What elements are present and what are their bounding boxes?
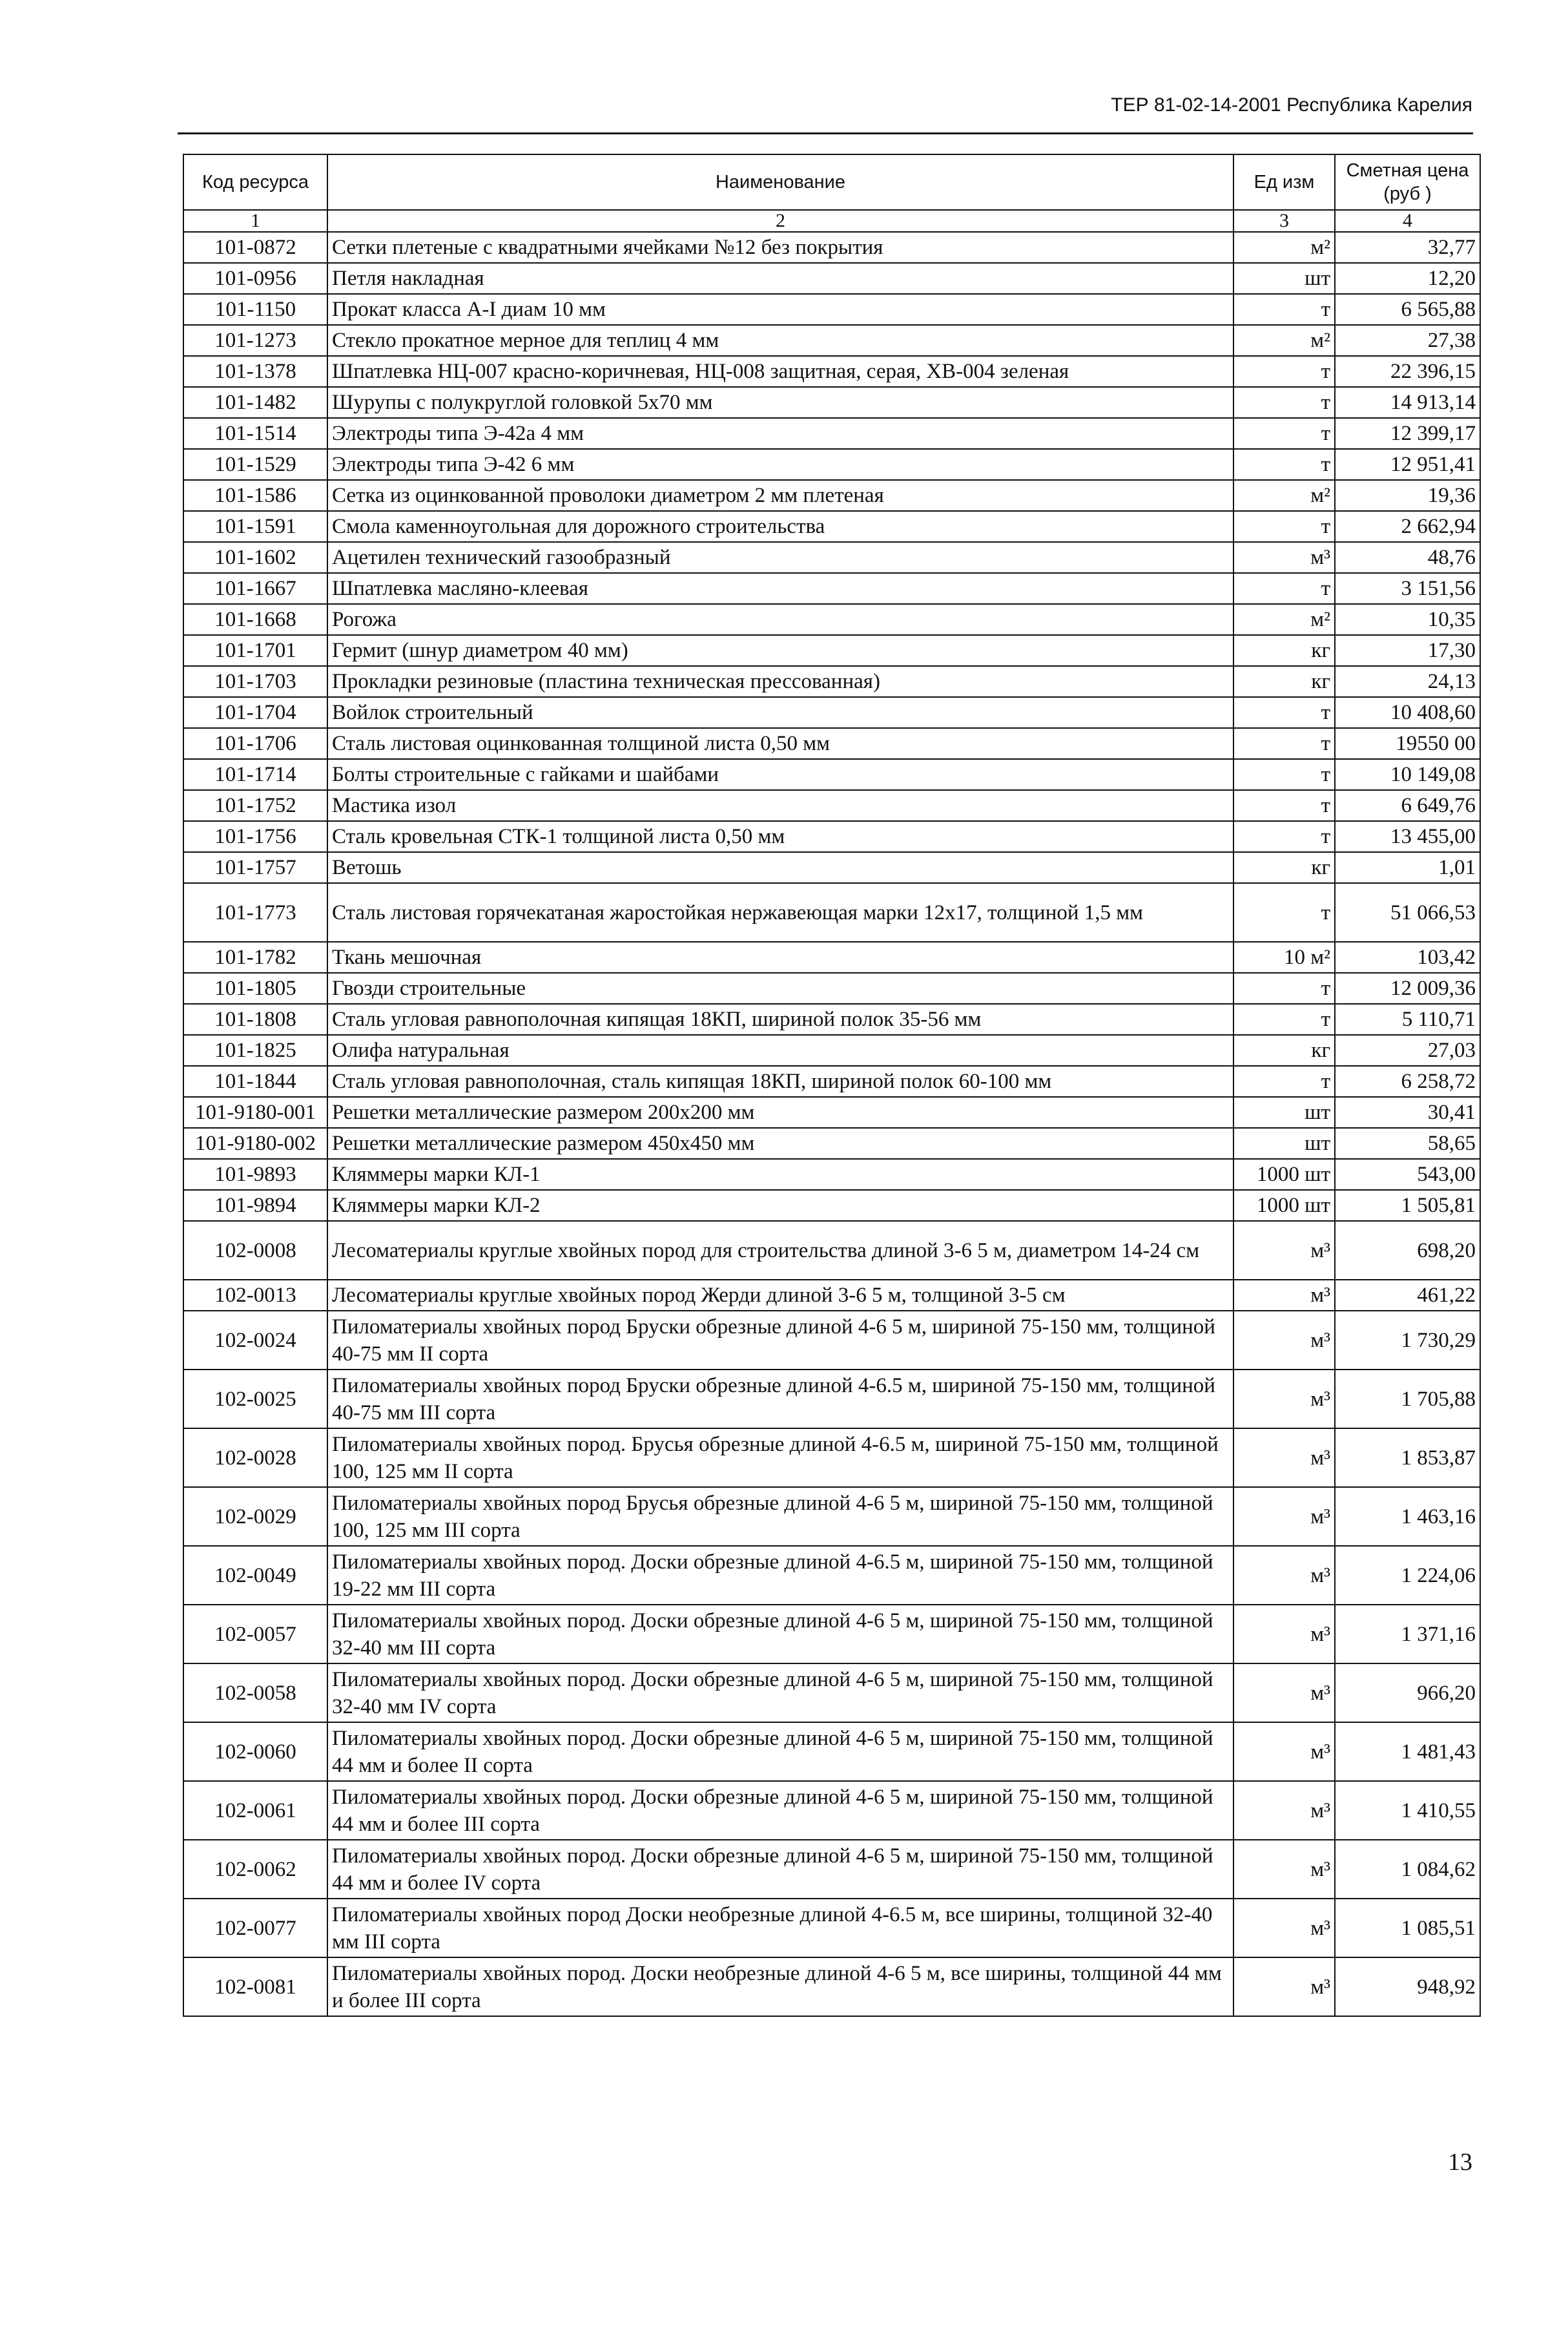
table-header-row <box>183 154 1480 210</box>
price-cell: 1 084,62 <box>1335 1840 1480 1899</box>
resource-name-cell: Болты строительные с гайками и шайбами <box>327 759 1233 790</box>
unit-cell: т <box>1233 883 1335 942</box>
unit-cell: м³ <box>1233 1311 1335 1370</box>
resource-name-cell: Пиломатериалы хвойных пород Доски необрезные длиной 4-6.5 м, все ширины, толщиной 32-40 мм III сорта <box>327 1899 1233 1957</box>
price-cell: 1,01 <box>1335 852 1480 883</box>
resource-code-cell: 101-1591 <box>183 511 327 542</box>
unit-cell: т <box>1233 821 1335 852</box>
table-row <box>183 1370 1480 1428</box>
table-row <box>183 1899 1480 1957</box>
table-row <box>183 1663 1480 1722</box>
price-cell: 1 224,06 <box>1335 1546 1480 1605</box>
resource-name-cell: Гермит (шнур диаметром 40 мм) <box>327 635 1233 666</box>
unit-cell: шт <box>1233 1097 1335 1128</box>
price-cell: 22 396,15 <box>1335 356 1480 387</box>
resource-code-cell: 102-0029 <box>183 1487 327 1546</box>
price-cell: 19,36 <box>1335 480 1480 511</box>
resource-code-cell: 102-0024 <box>183 1311 327 1370</box>
price-cell: 103,42 <box>1335 942 1480 973</box>
price-cell: 6 565,88 <box>1335 294 1480 325</box>
resource-code-cell: 101-1704 <box>183 697 327 728</box>
resource-name-cell: Ткань мешочная <box>327 942 1233 973</box>
price-cell: 948,92 <box>1335 1957 1480 2016</box>
document-header-title: ТЕР 81-02-14-2001 Республика Карелия <box>1111 94 1472 116</box>
resource-code-cell: 101-1529 <box>183 449 327 480</box>
price-cell: 1 705,88 <box>1335 1370 1480 1428</box>
resource-code-cell: 101-1752 <box>183 790 327 821</box>
price-cell: 17,30 <box>1335 635 1480 666</box>
table-row <box>183 1428 1480 1487</box>
unit-cell: м³ <box>1233 1221 1335 1280</box>
price-cell: 58,65 <box>1335 1128 1480 1159</box>
unit-cell: м³ <box>1233 1546 1335 1605</box>
resource-code-cell: 101-1782 <box>183 942 327 973</box>
unit-cell: м³ <box>1233 1605 1335 1663</box>
table-row <box>183 852 1480 883</box>
unit-cell: т <box>1233 973 1335 1004</box>
resource-name-cell: Решетки металлические размером 450x450 мм <box>327 1128 1233 1159</box>
table-row <box>183 1004 1480 1035</box>
table-row <box>183 232 1480 263</box>
table-row <box>183 1840 1480 1899</box>
price-cell: 19550 00 <box>1335 728 1480 759</box>
table-row <box>183 1487 1480 1546</box>
unit-cell: т <box>1233 759 1335 790</box>
table-row <box>183 790 1480 821</box>
unit-cell: м³ <box>1233 1428 1335 1487</box>
resource-name-cell: Шпатлевка НЦ-007 красно-коричневая, НЦ-008 защитная, серая, ХВ-004 зеленая <box>327 356 1233 387</box>
unit-cell: кг <box>1233 666 1335 697</box>
table-row <box>183 263 1480 294</box>
price-cell: 1 410,55 <box>1335 1781 1480 1840</box>
header-rule <box>178 132 1473 134</box>
unit-cell: шт <box>1233 263 1335 294</box>
resource-name-cell: Гвозди строительные <box>327 973 1233 1004</box>
resource-name-cell: Электроды типа Э-42 6 мм <box>327 449 1233 480</box>
column-header-name: Наименование <box>327 154 1233 210</box>
unit-cell: шт <box>1233 1128 1335 1159</box>
resource-name-cell: Пиломатериалы хвойных пород. Брусья обрезные длиной 4-6.5 м, шириной 75-150 мм, толщиной 100, 125 мм II сорта <box>327 1428 1233 1487</box>
table-row <box>183 1035 1480 1066</box>
table-row <box>183 1128 1480 1159</box>
unit-cell: м² <box>1233 232 1335 263</box>
table-row <box>183 821 1480 852</box>
unit-cell: м³ <box>1233 1280 1335 1311</box>
table-row <box>183 573 1480 604</box>
price-cell: 543,00 <box>1335 1159 1480 1190</box>
price-cell: 13 455,00 <box>1335 821 1480 852</box>
unit-cell: м³ <box>1233 1957 1335 2016</box>
resource-name-cell: Прокладки резиновые (пластина техническая прессованная) <box>327 666 1233 697</box>
resource-code-cell: 102-0058 <box>183 1663 327 1722</box>
table-body <box>183 232 1480 2016</box>
resource-code-cell: 102-0025 <box>183 1370 327 1428</box>
resource-name-cell: Пиломатериалы хвойных пород. Доски обрезные длиной 4-6 5 м, шириной 75-150 мм, толщиной 32-40 мм IV сорта <box>327 1663 1233 1722</box>
table-row <box>183 511 1480 542</box>
unit-cell: т <box>1233 387 1335 418</box>
resource-name-cell: Ацетилен технический газообразный <box>327 542 1233 573</box>
unit-cell: т <box>1233 790 1335 821</box>
resource-code-cell: 102-0028 <box>183 1428 327 1487</box>
resource-price-table <box>183 154 1481 2017</box>
unit-cell: 10 м² <box>1233 942 1335 973</box>
unit-cell: кг <box>1233 852 1335 883</box>
unit-cell: т <box>1233 418 1335 449</box>
resource-name-cell: Шурупы с полукруглой головкой 5x70 мм <box>327 387 1233 418</box>
unit-cell: т <box>1233 356 1335 387</box>
resource-name-cell: Кляммеры марки КЛ-1 <box>327 1159 1233 1190</box>
resource-code-cell: 101-1773 <box>183 883 327 942</box>
table-row <box>183 1605 1480 1663</box>
resource-code-cell: 102-0049 <box>183 1546 327 1605</box>
resource-code-cell: 102-0008 <box>183 1221 327 1280</box>
table-row <box>183 883 1480 942</box>
resource-code-cell: 101-1844 <box>183 1066 327 1097</box>
unit-cell: т <box>1233 449 1335 480</box>
resource-name-cell: Пиломатериалы хвойных пород. Доски обрезные длиной 4-6 5 м, шириной 75-150 мм, толщиной 44 мм и более III сорта <box>327 1781 1233 1840</box>
table-row <box>183 1066 1480 1097</box>
resource-code-cell: 102-0081 <box>183 1957 327 2016</box>
resource-name-cell: Пиломатериалы хвойных пород. Доски обрезные длиной 4-6 5 м, шириной 75-150 мм, толщиной 44 мм и более IV сорта <box>327 1840 1233 1899</box>
price-cell: 30,41 <box>1335 1097 1480 1128</box>
unit-cell: м² <box>1233 480 1335 511</box>
unit-cell: м³ <box>1233 1487 1335 1546</box>
table-row <box>183 1311 1480 1370</box>
price-cell: 1 505,81 <box>1335 1190 1480 1221</box>
table-row <box>183 604 1480 635</box>
resource-code-cell: 101-1825 <box>183 1035 327 1066</box>
column-number: 1 <box>183 210 327 232</box>
unit-cell: м³ <box>1233 1781 1335 1840</box>
resource-name-cell: Пиломатериалы хвойных пород Бруски обрезные длиной 4-6.5 м, шириной 75-150 мм, толщиной 40-75 мм III сорта <box>327 1370 1233 1428</box>
unit-cell: кг <box>1233 635 1335 666</box>
table-row <box>183 1722 1480 1781</box>
resource-name-cell: Сталь листовая оцинкованная толщиной листа 0,50 мм <box>327 728 1233 759</box>
table-row <box>183 1546 1480 1605</box>
unit-cell: м³ <box>1233 1899 1335 1957</box>
resource-name-cell: Сетка из оцинкованной проволоки диаметром 2 мм плетеная <box>327 480 1233 511</box>
resource-code-cell: 102-0061 <box>183 1781 327 1840</box>
resource-code-cell: 101-1482 <box>183 387 327 418</box>
table-row <box>183 1221 1480 1280</box>
resource-name-cell: Петля накладная <box>327 263 1233 294</box>
unit-cell: м³ <box>1233 542 1335 573</box>
resource-code-cell: 101-1378 <box>183 356 327 387</box>
price-cell: 1 085,51 <box>1335 1899 1480 1957</box>
table-row <box>183 418 1480 449</box>
resource-name-cell: Прокат класса А-I диам 10 мм <box>327 294 1233 325</box>
resource-code-cell: 101-1703 <box>183 666 327 697</box>
resource-code-cell: 101-1756 <box>183 821 327 852</box>
price-cell: 51 066,53 <box>1335 883 1480 942</box>
price-cell: 14 913,14 <box>1335 387 1480 418</box>
resource-name-cell: Лесоматериалы круглые хвойных пород Жерди длиной 3-6 5 м, толщиной 3-5 см <box>327 1280 1233 1311</box>
resource-name-cell: Олифа натуральная <box>327 1035 1233 1066</box>
table-row <box>183 759 1480 790</box>
resource-name-cell: Пиломатериалы хвойных пород. Доски обрезные длиной 4-6 5 м, шириной 75-150 мм, толщиной 44 мм и более II сорта <box>327 1722 1233 1781</box>
resource-code-cell: 101-1586 <box>183 480 327 511</box>
table-row <box>183 449 1480 480</box>
price-cell: 6 649,76 <box>1335 790 1480 821</box>
resource-code-cell: 102-0057 <box>183 1605 327 1663</box>
resource-name-cell: Сталь кровельная СТК-1 толщиной листа 0,50 мм <box>327 821 1233 852</box>
resource-code-cell: 101-9893 <box>183 1159 327 1190</box>
resource-code-cell: 101-1514 <box>183 418 327 449</box>
table-row <box>183 1097 1480 1128</box>
table-row <box>183 1280 1480 1311</box>
resource-name-cell: Решетки металлические размером 200x200 мм <box>327 1097 1233 1128</box>
price-cell: 3 151,56 <box>1335 573 1480 604</box>
resource-code-cell: 101-9180-002 <box>183 1128 327 1159</box>
table-row <box>183 942 1480 973</box>
unit-cell: 1000 шт <box>1233 1190 1335 1221</box>
resource-name-cell: Рогожа <box>327 604 1233 635</box>
column-header-code: Код ресурса <box>183 154 327 210</box>
table-row <box>183 542 1480 573</box>
resource-code-cell: 101-1150 <box>183 294 327 325</box>
table-row <box>183 1159 1480 1190</box>
resource-code-cell: 101-1757 <box>183 852 327 883</box>
resource-code-cell: 101-1706 <box>183 728 327 759</box>
price-cell: 5 110,71 <box>1335 1004 1480 1035</box>
table-row <box>183 1957 1480 2016</box>
table-row <box>183 728 1480 759</box>
price-cell: 27,03 <box>1335 1035 1480 1066</box>
unit-cell: 1000 шт <box>1233 1159 1335 1190</box>
resource-code-cell: 101-1701 <box>183 635 327 666</box>
column-header-unit: Ед изм <box>1233 154 1335 210</box>
unit-cell: т <box>1233 697 1335 728</box>
unit-cell: т <box>1233 728 1335 759</box>
resource-name-cell: Кляммеры марки КЛ-2 <box>327 1190 1233 1221</box>
unit-cell: м³ <box>1233 1722 1335 1781</box>
resource-name-cell: Шпатлевка масляно-клеевая <box>327 573 1233 604</box>
unit-cell: м³ <box>1233 1840 1335 1899</box>
table-row <box>183 480 1480 511</box>
price-cell: 2 662,94 <box>1335 511 1480 542</box>
table-row <box>183 325 1480 356</box>
table-row <box>183 1190 1480 1221</box>
unit-cell: т <box>1233 1004 1335 1035</box>
resource-name-cell: Стекло прокатное мерное для теплиц 4 мм <box>327 325 1233 356</box>
price-cell: 10,35 <box>1335 604 1480 635</box>
price-cell: 1 730,29 <box>1335 1311 1480 1370</box>
resource-code-cell: 101-9894 <box>183 1190 327 1221</box>
price-cell: 698,20 <box>1335 1221 1480 1280</box>
resource-code-cell: 102-0077 <box>183 1899 327 1957</box>
unit-cell: т <box>1233 511 1335 542</box>
column-number: 4 <box>1335 210 1480 232</box>
price-cell: 10 408,60 <box>1335 697 1480 728</box>
resource-name-cell: Смола каменноугольная для дорожного строительства <box>327 511 1233 542</box>
resource-code-cell: 102-0060 <box>183 1722 327 1781</box>
resource-name-cell: Пиломатериалы хвойных пород Бруски обрезные длиной 4-6 5 м, шириной 75-150 мм, толщиной 40-75 мм II сорта <box>327 1311 1233 1370</box>
resource-code-cell: 102-0062 <box>183 1840 327 1899</box>
resource-code-cell: 102-0013 <box>183 1280 327 1311</box>
resource-name-cell: Сталь листовая горячекатаная жаростойкая нержавеющая марки 12x17, толщиной 1,5 мм <box>327 883 1233 942</box>
unit-cell: т <box>1233 573 1335 604</box>
resource-name-cell: Пиломатериалы хвойных пород. Доски необрезные длиной 4-6 5 м, все ширины, толщиной 44 мм и более III сорта <box>327 1957 1233 2016</box>
resource-code-cell: 101-1667 <box>183 573 327 604</box>
price-cell: 1 463,16 <box>1335 1487 1480 1546</box>
price-cell: 24,13 <box>1335 666 1480 697</box>
unit-cell: т <box>1233 1066 1335 1097</box>
resource-name-cell: Электроды типа Э-42а 4 мм <box>327 418 1233 449</box>
price-cell: 48,76 <box>1335 542 1480 573</box>
resource-name-cell: Войлок строительный <box>327 697 1233 728</box>
unit-cell: т <box>1233 294 1335 325</box>
price-cell: 27,38 <box>1335 325 1480 356</box>
unit-cell: кг <box>1233 1035 1335 1066</box>
column-number-row <box>183 210 1480 232</box>
column-number: 3 <box>1233 210 1335 232</box>
unit-cell: м² <box>1233 604 1335 635</box>
resource-name-cell: Пиломатериалы хвойных пород. Доски обрезные длиной 4-6.5 м, шириной 75-150 мм, толщиной 19-22 мм III сорта <box>327 1546 1233 1605</box>
resource-name-cell: Пиломатериалы хвойных пород Брусья обрезные длиной 4-6 5 м, шириной 75-150 мм, толщиной 100, 125 мм III сорта <box>327 1487 1233 1546</box>
unit-cell: м³ <box>1233 1663 1335 1722</box>
column-header-price: Сметная цена (руб ) <box>1335 154 1480 210</box>
resource-code-cell: 101-9180-001 <box>183 1097 327 1128</box>
price-cell: 461,22 <box>1335 1280 1480 1311</box>
table-row <box>183 635 1480 666</box>
resource-name-cell: Лесоматериалы круглые хвойных пород для строительства длиной 3-6 5 м, диаметром 14-24 см <box>327 1221 1233 1280</box>
resource-code-cell: 101-1602 <box>183 542 327 573</box>
price-cell: 12 399,17 <box>1335 418 1480 449</box>
resource-code-cell: 101-1714 <box>183 759 327 790</box>
table-row <box>183 697 1480 728</box>
resource-code-cell: 101-0872 <box>183 232 327 263</box>
price-cell: 6 258,72 <box>1335 1066 1480 1097</box>
price-cell: 32,77 <box>1335 232 1480 263</box>
price-cell: 10 149,08 <box>1335 759 1480 790</box>
resource-name-cell: Пиломатериалы хвойных пород. Доски обрезные длиной 4-6 5 м, шириной 75-150 мм, толщиной 32-40 мм III сорта <box>327 1605 1233 1663</box>
resource-code-cell: 101-1808 <box>183 1004 327 1035</box>
column-number: 2 <box>327 210 1233 232</box>
price-cell: 966,20 <box>1335 1663 1480 1722</box>
resource-name-cell: Сетки плетеные с квадратными ячейками №12 без покрытия <box>327 232 1233 263</box>
table-row <box>183 387 1480 418</box>
resource-code-cell: 101-0956 <box>183 263 327 294</box>
resource-name-cell: Сталь угловая равнополочная, сталь кипящая 18КП, шириной полок 60-100 мм <box>327 1066 1233 1097</box>
page-number: 13 <box>1448 2149 1472 2176</box>
price-cell: 1 371,16 <box>1335 1605 1480 1663</box>
resource-name-cell: Мастика изол <box>327 790 1233 821</box>
table-row <box>183 973 1480 1004</box>
resource-code-cell: 101-1805 <box>183 973 327 1004</box>
price-cell: 1 853,87 <box>1335 1428 1480 1487</box>
table-row <box>183 666 1480 697</box>
table-row <box>183 1781 1480 1840</box>
price-cell: 1 481,43 <box>1335 1722 1480 1781</box>
resource-code-cell: 101-1668 <box>183 604 327 635</box>
unit-cell: м³ <box>1233 1370 1335 1428</box>
price-cell: 12 951,41 <box>1335 449 1480 480</box>
resource-name-cell: Сталь угловая равнополочная кипящая 18КП, шириной полок 35-56 мм <box>327 1004 1233 1035</box>
resource-code-cell: 101-1273 <box>183 325 327 356</box>
unit-cell: м² <box>1233 325 1335 356</box>
price-cell: 12,20 <box>1335 263 1480 294</box>
price-cell: 12 009,36 <box>1335 973 1480 1004</box>
table-row <box>183 356 1480 387</box>
resource-name-cell: Ветошь <box>327 852 1233 883</box>
table-row <box>183 294 1480 325</box>
